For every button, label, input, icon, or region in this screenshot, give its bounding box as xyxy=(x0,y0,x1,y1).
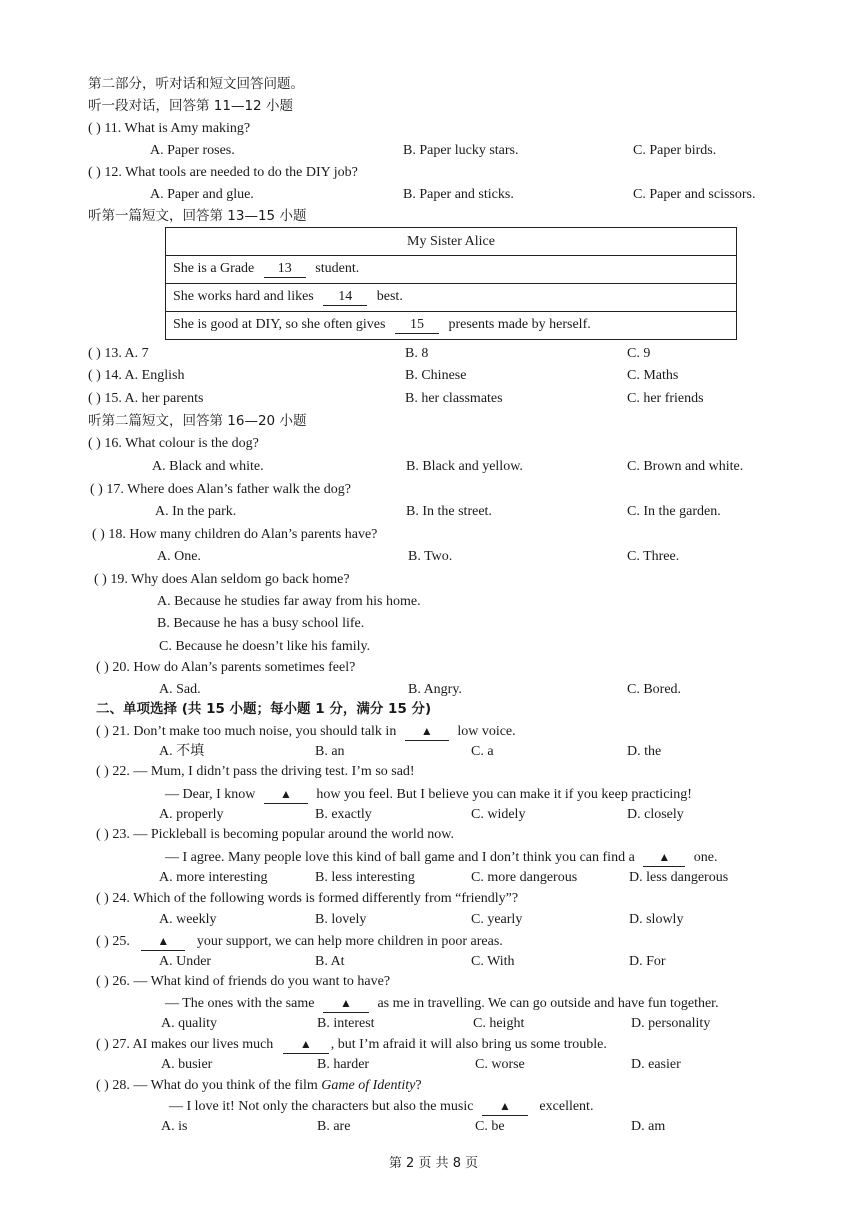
question-21-option-c: C. a xyxy=(471,744,494,759)
question-18-stem: ( ) 18. How many children do Alan’s parents have? xyxy=(92,527,378,542)
question-28-option-b: B. are xyxy=(317,1119,351,1134)
question-26-option-a: A. quality xyxy=(161,1016,217,1031)
question-27-option-d: D. easier xyxy=(631,1057,681,1072)
question-22-option-d: D. closely xyxy=(627,807,684,822)
question-15-stem: ( ) 15. A. her parents xyxy=(88,391,204,406)
answer-blank-25: ▲ xyxy=(141,932,185,951)
question-25-stem-post: your support, we can help more children in poor areas. xyxy=(196,934,503,949)
question-22-line2-pre: — Dear, I know xyxy=(165,787,256,802)
passage2-heading: 听第二篇短文，回答第 16—20 小题 xyxy=(88,413,307,429)
part2-heading: 第二部分，听对话和短文回答问题。 xyxy=(88,76,304,92)
passage1-table xyxy=(165,227,737,340)
question-24-stem: ( ) 24. Which of the following words is formed differently from “friendly”? xyxy=(96,891,519,906)
question-27-option-a: A. busier xyxy=(161,1057,213,1072)
question-12-option-a: A. Paper and glue. xyxy=(150,187,254,202)
question-18-option-c: C. Three. xyxy=(627,549,680,564)
table-row-15-post: presents made by herself. xyxy=(448,317,591,332)
question-24-option-c: C. yearly xyxy=(471,912,523,927)
question-21-option-a: A. 不填 xyxy=(159,744,205,759)
table-row-14-post: best. xyxy=(376,289,403,304)
answer-blank-22: ▲ xyxy=(264,785,308,804)
table-row-15-pre: She is good at DIY, so she often gives xyxy=(173,317,386,332)
question-25-stem-pre: ( ) 25. xyxy=(96,934,130,949)
answer-blank-28: ▲ xyxy=(482,1097,528,1116)
question-26-option-c: C. height xyxy=(473,1016,525,1031)
question-17-option-c: C. In the garden. xyxy=(627,504,721,519)
table-row-14-pre: She works hard and likes xyxy=(173,289,314,304)
question-27-stem-pre: ( ) 27. AI makes our lives much xyxy=(96,1037,274,1052)
question-23-line2 xyxy=(165,848,718,867)
question-13-option-b: B. 8 xyxy=(405,346,429,361)
question-20-option-c: C. Bored. xyxy=(627,682,682,697)
passage1-heading: 听第一篇短文，回答第 13—15 小题 xyxy=(88,208,307,224)
question-22-option-a: A. properly xyxy=(159,807,224,822)
question-26-line2-pre: — The ones with the same xyxy=(165,996,315,1011)
question-25-option-c: C. With xyxy=(471,954,515,969)
question-27-stem xyxy=(96,1035,607,1054)
question-22-line2-post: how you feel. But I believe you can make it if you keep practicing! xyxy=(316,787,692,802)
question-16-option-a: A. Black and white. xyxy=(152,459,264,474)
question-17-option-a: A. In the park. xyxy=(155,504,237,519)
blank-13: 13 xyxy=(264,261,306,278)
table-row-13-post: student. xyxy=(315,261,360,276)
question-25-option-b: B. At xyxy=(315,954,345,969)
question-28-line1 xyxy=(96,1077,422,1095)
question-28-line1-pre: ( ) 28. — What do you think of the film xyxy=(96,1078,318,1093)
table-row-15 xyxy=(166,312,737,340)
table-row-13-pre: She is a Grade xyxy=(173,261,255,276)
question-28-option-c: C. be xyxy=(475,1119,505,1134)
dialogue-heading: 听一段对话，回答第 11—12 小题 xyxy=(88,98,293,114)
question-25-option-a: A. Under xyxy=(159,954,212,969)
question-18-option-b: B. Two. xyxy=(408,549,453,564)
answer-blank-27: ▲ xyxy=(283,1035,329,1054)
question-14-option-b: B. Chinese xyxy=(405,368,467,383)
question-26-line1: ( ) 26. — What kind of friends do you want to have? xyxy=(96,974,391,989)
question-21-stem-pre: ( ) 21. Don’t make too much noise, you should talk in xyxy=(96,724,397,739)
question-22-line2 xyxy=(165,785,692,804)
question-12-option-b: B. Paper and sticks. xyxy=(403,187,514,202)
question-23-option-b: B. less interesting xyxy=(315,870,415,885)
question-21-option-b: B. an xyxy=(315,744,345,759)
question-27-option-c: C. worse xyxy=(475,1057,525,1072)
question-16-stem: ( ) 16. What colour is the dog? xyxy=(88,436,259,451)
question-23-line1: ( ) 23. — Pickleball is becoming popular around the world now. xyxy=(96,827,454,842)
question-19-option-b: B. Because he has a busy school life. xyxy=(157,616,365,631)
question-28-option-d: D. am xyxy=(631,1119,666,1134)
question-26-line2-post: as me in travelling. We can go outside and have fun together. xyxy=(377,996,719,1011)
question-15-option-b: B. her classmates xyxy=(405,391,503,406)
question-22-option-c: C. widely xyxy=(471,807,526,822)
question-19-stem: ( ) 19. Why does Alan seldom go back home? xyxy=(94,572,350,587)
question-19-option-c: C. Because he doesn’t like his family. xyxy=(159,639,371,654)
question-16-option-b: B. Black and yellow. xyxy=(406,459,523,474)
table-row-13 xyxy=(166,256,737,284)
question-19-option-a: A. Because he studies far away from his home. xyxy=(157,594,421,609)
question-21-stem xyxy=(96,722,516,741)
question-11-option-a: A. Paper roses. xyxy=(150,143,235,158)
blank-15: 15 xyxy=(395,317,439,334)
question-11-option-b: B. Paper lucky stars. xyxy=(403,143,519,158)
question-14-stem: ( ) 14. A. English xyxy=(88,368,185,383)
page-number-footer: 第 2 页 共 8 页 xyxy=(388,1156,479,1171)
question-27-stem-post: , but I’m afraid it will also bring us some trouble. xyxy=(330,1037,607,1052)
question-22-line1: ( ) 22. — Mum, I didn’t pass the driving test. I’m so sad! xyxy=(96,764,415,779)
question-22-option-b: B. exactly xyxy=(315,807,372,822)
question-11-stem: ( ) 11. What is Amy making? xyxy=(88,121,251,136)
question-24-option-b: B. lovely xyxy=(315,912,367,927)
question-17-stem: ( ) 17. Where does Alan’s father walk the dog? xyxy=(90,482,351,497)
answer-blank-21: ▲ xyxy=(405,722,449,741)
film-title: Game of Identity xyxy=(321,1078,416,1093)
question-24-option-d: D. slowly xyxy=(629,912,684,927)
answer-blank-23: ▲ xyxy=(643,848,685,867)
question-23-option-c: C. more dangerous xyxy=(471,870,578,885)
table-title: My Sister Alice xyxy=(166,228,737,256)
question-14-option-c: C. Maths xyxy=(627,368,679,383)
question-28-line2 xyxy=(169,1097,593,1116)
question-26-option-b: B. interest xyxy=(317,1016,375,1031)
question-15-option-c: C. her friends xyxy=(627,391,704,406)
question-20-stem: ( ) 20. How do Alan’s parents sometimes feel? xyxy=(96,660,356,675)
question-28-line2-post: excellent. xyxy=(539,1099,594,1114)
question-21-stem-post: low voice. xyxy=(457,724,516,739)
question-11-option-c: C. Paper birds. xyxy=(633,143,717,158)
question-27-option-b: B. harder xyxy=(317,1057,370,1072)
question-23-line2-post: one. xyxy=(693,850,718,865)
question-20-option-b: B. Angry. xyxy=(408,682,462,697)
table-row-14 xyxy=(166,284,737,312)
question-26-option-d: D. personality xyxy=(631,1016,711,1031)
question-28-option-a: A. is xyxy=(161,1119,188,1134)
question-20-option-a: A. Sad. xyxy=(159,682,201,697)
question-28-line1-post: ? xyxy=(415,1078,422,1093)
blank-14: 14 xyxy=(323,289,367,306)
question-23-option-d: D. less dangerous xyxy=(629,870,729,885)
section2-heading: 二、单项选择 (共 15 小题；每小题 1 分，满分 15 分) xyxy=(96,701,432,717)
question-21-option-d: D. the xyxy=(627,744,662,759)
question-18-option-a: A. One. xyxy=(157,549,201,564)
question-23-option-a: A. more interesting xyxy=(159,870,268,885)
question-26-line2 xyxy=(165,994,719,1013)
question-25-option-d: D. For xyxy=(629,954,666,969)
question-28-line2-pre: — I love it! Not only the characters but also the music xyxy=(169,1099,474,1114)
question-16-option-c: C. Brown and white. xyxy=(627,459,744,474)
question-13-option-c: C. 9 xyxy=(627,346,651,361)
answer-blank-26: ▲ xyxy=(323,994,369,1013)
question-17-option-b: B. In the street. xyxy=(406,504,492,519)
question-25-stem xyxy=(96,932,503,951)
question-12-stem: ( ) 12. What tools are needed to do the DIY job? xyxy=(88,165,358,180)
question-12-option-c: C. Paper and scissors. xyxy=(633,187,756,202)
question-13-stem: ( ) 13. A. 7 xyxy=(88,346,149,361)
question-23-line2-pre: — I agree. Many people love this kind of ball game and I don’t think you can find a xyxy=(165,850,635,865)
question-24-option-a: A. weekly xyxy=(159,912,217,927)
